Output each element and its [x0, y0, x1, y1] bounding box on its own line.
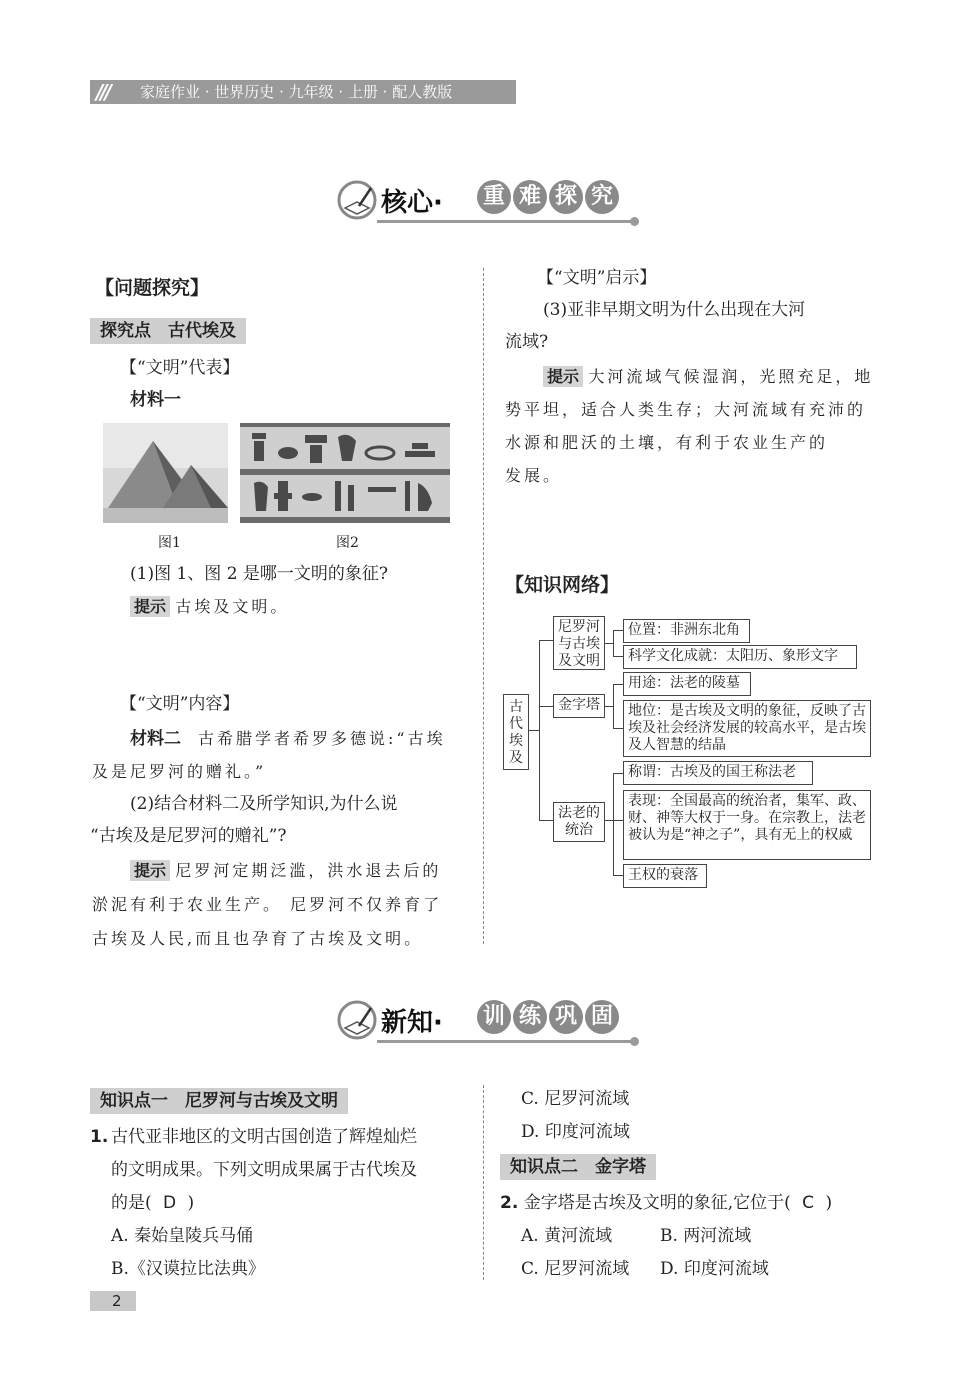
material-two [130, 722, 446, 756]
answer-text: 古埃及人民,而且也孕育了古埃及文明。 [92, 929, 424, 948]
option-a: A. 秦始皇陵兵马俑 [111, 1226, 254, 1246]
title-underline [377, 1040, 632, 1043]
book-pen-icon [337, 180, 377, 220]
option-b: B. 两河流域 [660, 1226, 752, 1246]
question-text: 的是( D ) [111, 1193, 195, 1213]
question-text: 的文明成果。下列文明成果属于古代埃及 [111, 1160, 417, 1180]
answer-text: 淤泥有利于农业生产。 尼罗河不仅养育了 [92, 895, 443, 914]
mindmap-item: 表现：全国最高的统治者，集军、政、财、神等大权于一身。在宗教上，法老被认为是“神之子”，具有无上的权威 [623, 790, 871, 860]
question-3: (3)亚非早期文明为什么出现在大河 [543, 300, 806, 320]
title-char: 练 [513, 1000, 547, 1034]
answer-text: 古埃及文明。 [175, 597, 290, 616]
mindmap-item: 位置：非洲东北角 [623, 619, 750, 643]
answer-text: 尼罗河定期泛滥，洪水退去后的 [175, 861, 442, 880]
option-c: C. 尼罗河流域 [521, 1089, 630, 1109]
hieroglyph-image [240, 423, 450, 523]
knowledge-point-label: 知识点一 尼罗河与古埃及文明 [90, 1088, 348, 1114]
connector [613, 875, 623, 876]
book-pen-icon [337, 1000, 377, 1040]
question-number: 2. [500, 1193, 519, 1213]
answer-2 [130, 854, 441, 888]
connector [613, 630, 614, 656]
heading-knowledge-network: 【知识网络】 [505, 574, 620, 596]
mindmap-item: 称谓：古埃及的国王称法老 [623, 761, 813, 785]
section-title-circles [477, 180, 619, 214]
pyramid-image [103, 423, 228, 523]
connector [605, 643, 613, 644]
answer-text: 势平坦，适合人类生存；大河流域有充沛的 [505, 400, 867, 419]
mindmap-item: 地位：是古埃及文明的象征，反映了古埃及社会经济发展的较高水平，是古埃及人智慧的结晶 [623, 700, 871, 757]
mindmap-item: 科学文化成就：太阳历、象形文字 [623, 645, 857, 669]
title-char: 固 [585, 1000, 619, 1034]
question-2: “古埃及是尼罗河的赠礼”? [90, 826, 287, 846]
question-text: 古代亚非地区的文明古国创造了辉煌灿烂 [111, 1127, 417, 1147]
section-title-text: 新知· [381, 1008, 443, 1038]
option-d: D. 印度河流域 [660, 1259, 769, 1279]
mindmap-item: 王权的衰落 [623, 864, 707, 888]
mindmap-branch-pyramid: 金字塔 [553, 694, 605, 718]
question-2-stem: 2. 金字塔是古埃及文明的象征,它位于( C ) [500, 1193, 833, 1213]
connector [539, 640, 553, 641]
mindmap-branch-pharaoh: 法老的统治 [553, 802, 605, 842]
section-title-circles [477, 1000, 619, 1034]
connector [613, 773, 614, 875]
connector [613, 820, 623, 821]
subheading-enlightenment: 【“文明”启示】 [537, 268, 657, 288]
option-d: D. 印度河流域 [521, 1122, 630, 1142]
running-header [90, 80, 516, 104]
title-char: 训 [477, 1000, 511, 1034]
answer-choice: C [802, 1193, 815, 1213]
connector [613, 630, 623, 631]
knowledge-point-label: 探究点 古代埃及 [90, 318, 246, 344]
question-2: (2)结合材料二及所学知识,为什么说 [130, 794, 398, 814]
subheading-content: 【“文明”内容】 [120, 694, 240, 714]
title-underline-dot [630, 1037, 639, 1046]
mindmap-item: 用途：法老的陵墓 [623, 672, 751, 696]
heading-problem-inquiry: 【问题探究】 [95, 277, 210, 299]
answer-text: 大河流域气候湿润，光照充足，地 [588, 367, 874, 386]
hint-label: 提示 [130, 860, 170, 881]
option-c: C. 尼罗河流域 [521, 1259, 630, 1279]
connector [539, 706, 553, 707]
answer-1 [130, 590, 289, 624]
option-b: B.《汉谟拉比法典》 [111, 1259, 265, 1279]
column-divider [483, 1085, 484, 1280]
title-char: 究 [585, 180, 619, 214]
connector [529, 730, 539, 731]
header-title: 家庭作业 · 世界历史 · 九年级 · 上册 · 配人教版 [140, 83, 453, 101]
mindmap-branch-nile: 尼罗河与古埃及文明 [553, 616, 605, 670]
title-char: 探 [549, 180, 583, 214]
figure-2-caption: 图2 [336, 535, 359, 551]
header-slashes: /// [96, 80, 109, 104]
connector [613, 684, 623, 685]
page-number: 2 [90, 1291, 136, 1311]
subheading-representative: 【“文明”代表】 [120, 358, 240, 378]
section-title-core [337, 180, 647, 230]
material-two-label: 材料二 [130, 729, 181, 749]
title-char: 重 [477, 180, 511, 214]
connector [613, 684, 614, 728]
answer-text: 发展。 [505, 466, 563, 485]
title-char: 巩 [549, 1000, 583, 1034]
connector [613, 728, 623, 729]
hint-label: 提示 [130, 596, 170, 617]
connector [613, 773, 623, 774]
answer-3 [543, 360, 873, 394]
question-number: 1. [90, 1127, 109, 1147]
title-char: 难 [513, 180, 547, 214]
connector [605, 820, 613, 821]
material-one-label: 材料一 [130, 390, 181, 410]
column-divider [483, 268, 484, 944]
material-two-text: 古希腊学者希罗多德说:“古埃 [198, 729, 446, 748]
title-underline-dot [630, 217, 639, 226]
section-title-text: 核心· [381, 188, 443, 218]
mindmap-root: 古代埃及 [503, 694, 529, 770]
material-two-text: 及是尼罗河的赠礼。” [92, 762, 267, 781]
figure-1-caption: 图1 [158, 535, 181, 551]
connector [613, 656, 623, 657]
connector [539, 820, 553, 821]
section-title-new [337, 1000, 647, 1050]
answer-text: 水源和肥沃的土壤，有利于农业生产的 [505, 433, 829, 452]
connector [605, 706, 613, 707]
knowledge-point-label: 知识点二 金字塔 [500, 1154, 656, 1180]
connector [539, 640, 540, 820]
question-1: (1)图 1、图 2 是哪一文明的象征? [130, 564, 389, 584]
question-3: 流域? [505, 332, 549, 352]
answer-choice: D [163, 1193, 177, 1213]
option-a: A. 黄河流域 [521, 1226, 613, 1246]
title-underline [377, 220, 632, 223]
hint-label: 提示 [543, 366, 583, 387]
